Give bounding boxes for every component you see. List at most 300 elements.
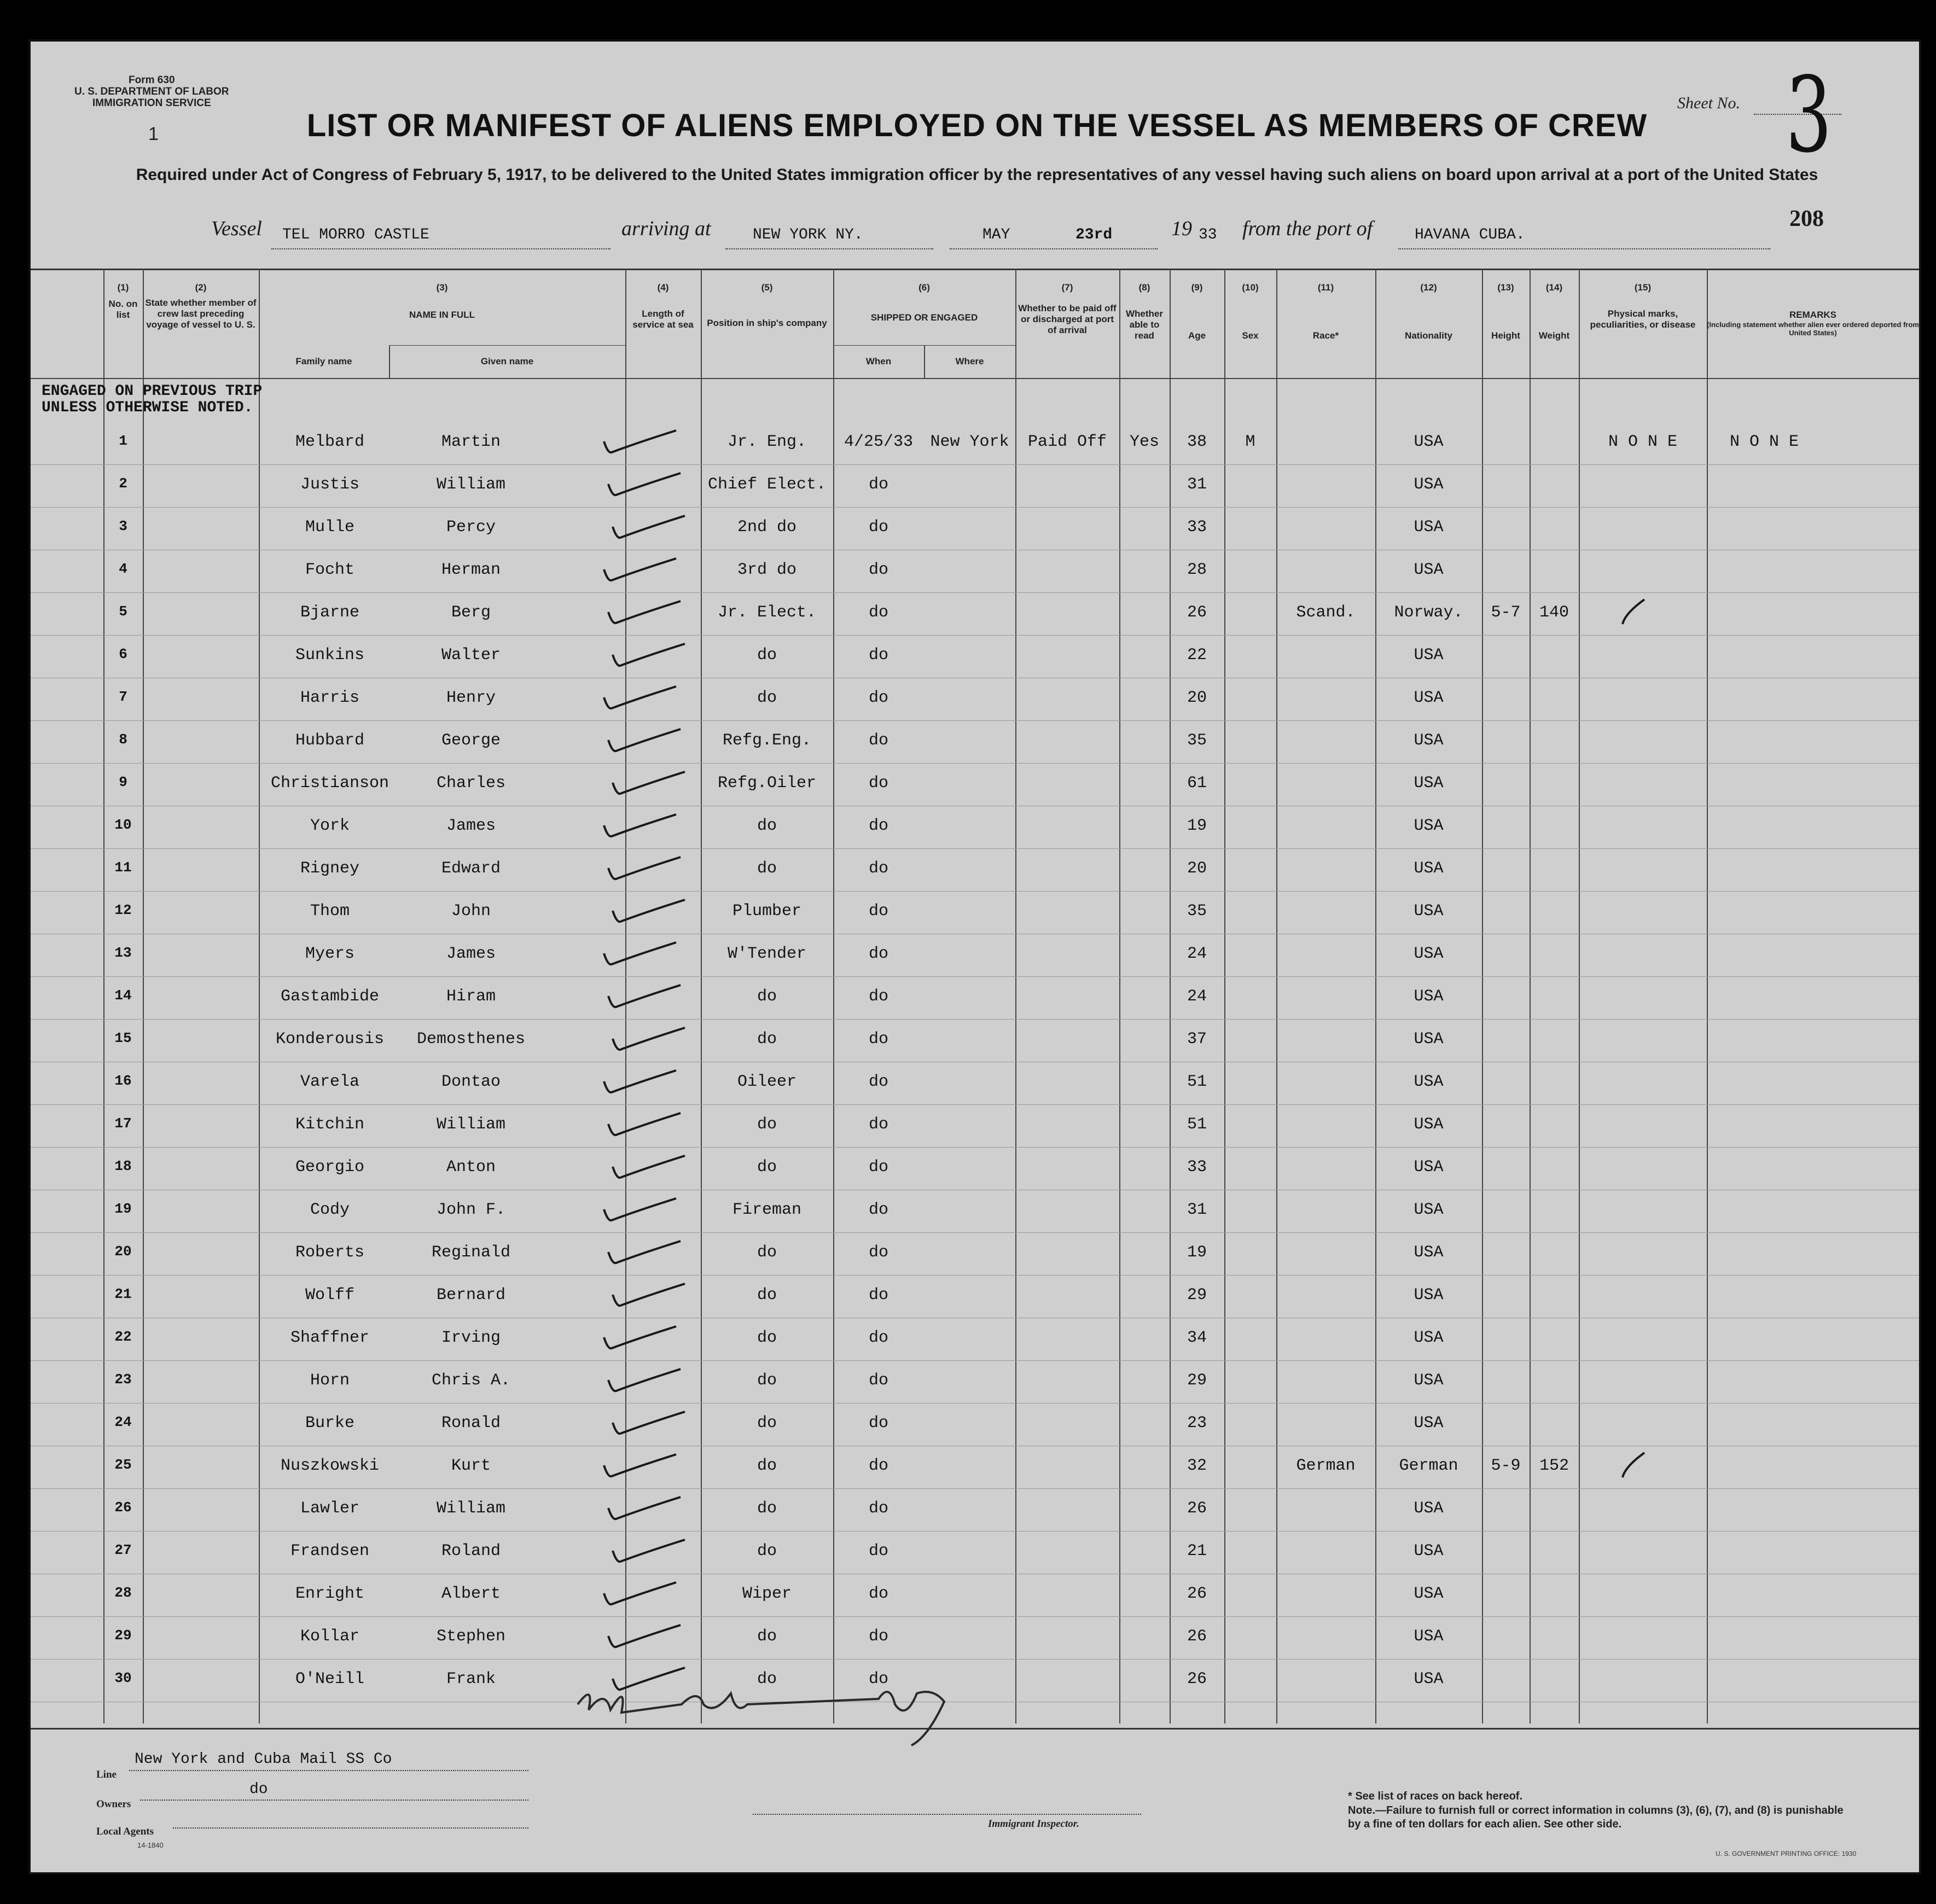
nationality: USA bbox=[1414, 1670, 1444, 1688]
weight: 152 bbox=[1539, 1457, 1569, 1475]
position: do bbox=[757, 1030, 777, 1049]
arriving-port: NEW YORK NY. bbox=[753, 226, 863, 243]
paid-off: Paid Off bbox=[1027, 433, 1107, 451]
family-name: Bjarne bbox=[300, 603, 360, 622]
col-nationality-header: Nationality bbox=[1405, 330, 1452, 341]
nationality: USA bbox=[1414, 1158, 1444, 1177]
service-name: IMMIGRATION SERVICE bbox=[92, 97, 211, 109]
arrival-month: MAY bbox=[982, 226, 1010, 243]
row-number: 5 bbox=[119, 603, 127, 620]
col-weight-number: (14) bbox=[1545, 282, 1563, 293]
row-number: 9 bbox=[119, 774, 127, 790]
table-row bbox=[31, 1659, 1919, 1702]
nationality: USA bbox=[1414, 731, 1444, 750]
position: do bbox=[757, 1371, 777, 1390]
sheet-label: Sheet No. bbox=[1677, 94, 1740, 112]
family-name: O'Neill bbox=[295, 1670, 365, 1688]
col-read-header: Whether able to read bbox=[1126, 308, 1163, 341]
table-row bbox=[31, 934, 1919, 977]
nationality: USA bbox=[1414, 433, 1444, 451]
position: W'Tender bbox=[727, 945, 807, 963]
vessel-label: Vessel bbox=[211, 217, 262, 240]
col-nationality-number: (12) bbox=[1420, 282, 1437, 293]
engaged-when: do bbox=[868, 689, 888, 707]
row-number: 24 bbox=[114, 1414, 132, 1430]
check-mark-icon bbox=[604, 981, 686, 1014]
table-row bbox=[31, 891, 1919, 934]
given-name: Reginald bbox=[431, 1243, 511, 1262]
check-mark-icon bbox=[608, 1279, 690, 1312]
given-name: Demosthenes bbox=[416, 1030, 526, 1049]
engaged-when: do bbox=[868, 731, 888, 750]
check-mark-icon bbox=[604, 725, 686, 758]
failure-note bbox=[1348, 1804, 1851, 1831]
table-row bbox=[31, 848, 1919, 892]
table-row bbox=[31, 678, 1919, 721]
position: Chief Elect. bbox=[707, 475, 827, 494]
engaged-when: do bbox=[868, 945, 888, 963]
check-mark-icon bbox=[604, 1237, 686, 1270]
col-family-header: Family name bbox=[295, 356, 352, 366]
family-name: Harris bbox=[300, 689, 360, 707]
row-number: 12 bbox=[114, 902, 132, 918]
family-name: Melbard bbox=[295, 433, 365, 451]
table-row bbox=[31, 1360, 1919, 1404]
age: 21 bbox=[1187, 1542, 1207, 1561]
table-row bbox=[31, 592, 1919, 636]
check-mark-icon bbox=[608, 1407, 690, 1440]
able-to-read: Yes bbox=[1129, 433, 1159, 451]
age: 35 bbox=[1187, 731, 1207, 750]
col-paid-number: (7) bbox=[1061, 282, 1073, 293]
department-name: U. S. DEPARTMENT OF LABOR bbox=[74, 86, 229, 97]
row-number: 22 bbox=[114, 1329, 132, 1345]
inspector-signature bbox=[572, 1672, 966, 1748]
nationality: USA bbox=[1414, 518, 1444, 537]
table-row bbox=[31, 1147, 1919, 1190]
printing-office: U. S. GOVERNMENT PRINTING OFFICE: 1930 bbox=[1716, 1850, 1857, 1858]
age: 31 bbox=[1187, 475, 1207, 494]
given-name: Herman bbox=[441, 561, 501, 579]
col-sex-header: Sex bbox=[1242, 330, 1259, 341]
check-mark-icon bbox=[604, 469, 686, 502]
position: do bbox=[757, 1414, 777, 1433]
engaged-when: do bbox=[868, 603, 888, 622]
nationality: USA bbox=[1414, 817, 1444, 835]
note-label: Note. bbox=[1348, 1804, 1375, 1816]
age: 26 bbox=[1187, 1670, 1207, 1688]
table-row bbox=[31, 550, 1919, 593]
given-name: Irving bbox=[441, 1329, 501, 1347]
table-row bbox=[31, 976, 1919, 1020]
remarks: N O N E bbox=[1729, 433, 1799, 451]
local-agents-label: Local Agents bbox=[96, 1826, 154, 1837]
family-name: Burke bbox=[305, 1414, 354, 1433]
engaged-when: do bbox=[868, 1414, 888, 1433]
row-number: 30 bbox=[114, 1670, 132, 1686]
check-mark-icon bbox=[604, 853, 686, 886]
age: 26 bbox=[1187, 1627, 1207, 1646]
family-name: Shaffner bbox=[290, 1329, 370, 1347]
position: 3rd do bbox=[737, 561, 797, 579]
given-name: Martin bbox=[441, 433, 501, 451]
age: 33 bbox=[1187, 1158, 1207, 1177]
age: 35 bbox=[1187, 902, 1207, 921]
age: 29 bbox=[1187, 1286, 1207, 1305]
given-name: Dontao bbox=[441, 1073, 501, 1091]
nationality: Norway. bbox=[1394, 603, 1463, 622]
position: 2nd do bbox=[737, 518, 797, 537]
family-name: Sunkins bbox=[295, 646, 365, 665]
position: do bbox=[757, 1542, 777, 1561]
check-mark-icon bbox=[600, 426, 682, 459]
family-name: Focht bbox=[305, 561, 354, 579]
position: do bbox=[757, 1627, 777, 1646]
from-port-label: from the port of bbox=[1242, 217, 1373, 240]
line-label: Line bbox=[96, 1769, 117, 1780]
form-number: Form 630 bbox=[129, 74, 175, 86]
position: do bbox=[757, 1329, 777, 1347]
position: Fireman bbox=[732, 1201, 802, 1219]
row-number: 18 bbox=[114, 1158, 132, 1174]
age: 61 bbox=[1187, 774, 1207, 793]
inspector-label: Immigrant Inspector. bbox=[988, 1818, 1079, 1830]
manifest-sheet bbox=[28, 39, 1921, 1874]
row-number: 11 bbox=[114, 859, 132, 876]
row-number: 15 bbox=[114, 1030, 132, 1046]
table-row bbox=[31, 1446, 1919, 1489]
table-row bbox=[31, 1403, 1919, 1446]
position: do bbox=[757, 1115, 777, 1134]
table-row bbox=[31, 464, 1919, 508]
age: 24 bbox=[1187, 987, 1207, 1006]
nationality: German bbox=[1399, 1457, 1458, 1475]
engaged-when: do bbox=[868, 1115, 888, 1134]
nationality: USA bbox=[1414, 987, 1444, 1006]
year-prefix: 19 bbox=[1171, 217, 1192, 240]
check-mark-icon bbox=[600, 1450, 682, 1483]
given-name: George bbox=[441, 731, 501, 750]
nationality: USA bbox=[1414, 1073, 1444, 1091]
check-mark-icon bbox=[600, 810, 682, 843]
given-name: William bbox=[436, 1115, 506, 1134]
family-name: Nuszkowski bbox=[280, 1457, 380, 1475]
family-name: York bbox=[310, 817, 350, 835]
check-mark-icon bbox=[600, 554, 682, 587]
row-number: 16 bbox=[114, 1073, 132, 1089]
family-name: Kitchin bbox=[295, 1115, 365, 1134]
race: Scand. bbox=[1296, 603, 1356, 622]
position: do bbox=[757, 817, 777, 835]
row-number: 23 bbox=[114, 1371, 132, 1388]
family-name: Horn bbox=[310, 1371, 350, 1390]
col-age-number: (9) bbox=[1191, 282, 1203, 293]
table-row bbox=[31, 1275, 1919, 1318]
row-number: 7 bbox=[119, 689, 127, 705]
position: Jr. Eng. bbox=[727, 433, 807, 451]
col-length-header: Length of service at sea bbox=[632, 308, 694, 330]
col-state-header: State whether member of crew last preceding voyage of vessel to U. S. bbox=[145, 298, 257, 330]
family-name: Christianson bbox=[270, 774, 389, 793]
check-mark-icon bbox=[608, 895, 690, 928]
col-read-number: (8) bbox=[1138, 282, 1150, 293]
row-number: 27 bbox=[114, 1542, 132, 1558]
engaged-when: do bbox=[868, 1158, 888, 1177]
position: do bbox=[757, 1243, 777, 1262]
tick-mark-icon bbox=[1617, 597, 1650, 630]
race: German bbox=[1296, 1457, 1356, 1475]
given-name: Anton bbox=[446, 1158, 496, 1177]
tick-mark-icon bbox=[1617, 1450, 1650, 1483]
col-remarks-subheader: (Including statement whether alien ever ordered deported from United States) bbox=[1707, 321, 1919, 337]
col-weight-header: Weight bbox=[1538, 330, 1570, 341]
table-row bbox=[31, 1488, 1919, 1532]
age: 33 bbox=[1187, 518, 1207, 537]
nationality: USA bbox=[1414, 859, 1444, 878]
sheet-number: 3 bbox=[1786, 55, 1832, 176]
col-given-header: Given name bbox=[480, 356, 534, 366]
family-name: Konderousis bbox=[275, 1030, 385, 1049]
corner-mark: 1 bbox=[148, 124, 159, 144]
engaged-when: do bbox=[868, 1201, 888, 1219]
family-name: Cody bbox=[310, 1201, 350, 1219]
check-mark-icon bbox=[600, 1066, 682, 1099]
engaged-when: do bbox=[868, 817, 888, 835]
col-race-header: Race* bbox=[1312, 330, 1339, 341]
nationality: USA bbox=[1414, 689, 1444, 707]
col-shipped-header: SHIPPED OR ENGAGED bbox=[870, 312, 978, 323]
form-identifier bbox=[74, 74, 229, 109]
row-number: 29 bbox=[114, 1627, 132, 1644]
table-row bbox=[31, 422, 1919, 465]
age: 51 bbox=[1187, 1073, 1207, 1091]
position: do bbox=[757, 859, 777, 878]
position: do bbox=[757, 689, 777, 707]
family-name: Georgio bbox=[295, 1158, 365, 1177]
position: Refg.Eng. bbox=[722, 731, 812, 750]
engaged-note bbox=[42, 383, 262, 416]
row-number: 1 bbox=[119, 433, 127, 449]
position: Jr. Elect. bbox=[717, 603, 817, 622]
row-number: 25 bbox=[114, 1457, 132, 1473]
row-number: 26 bbox=[114, 1499, 132, 1516]
age: 34 bbox=[1187, 1329, 1207, 1347]
position: do bbox=[757, 987, 777, 1006]
age: 26 bbox=[1187, 1499, 1207, 1518]
check-mark-icon bbox=[604, 1109, 686, 1142]
table-row bbox=[31, 1190, 1919, 1233]
family-name: Gastambide bbox=[280, 987, 380, 1006]
col-marks-header: Physical marks, peculiarities, or disease bbox=[1590, 308, 1696, 330]
col-age-header: Age bbox=[1188, 330, 1206, 341]
row-number: 3 bbox=[119, 518, 127, 534]
age: 19 bbox=[1187, 817, 1207, 835]
age: 24 bbox=[1187, 945, 1207, 963]
col-position-number: (5) bbox=[761, 282, 773, 293]
col-height-header: Height bbox=[1491, 330, 1520, 341]
given-name: Hiram bbox=[446, 987, 496, 1006]
given-name: Roland bbox=[441, 1542, 501, 1561]
check-mark-icon bbox=[600, 1322, 682, 1355]
given-name: Henry bbox=[446, 689, 496, 707]
row-number: 19 bbox=[114, 1201, 132, 1217]
table-row bbox=[31, 1574, 1919, 1617]
table-row bbox=[31, 1062, 1919, 1105]
engaged-when: do bbox=[868, 1073, 888, 1091]
engaged-when: do bbox=[868, 902, 888, 921]
engaged-when: do bbox=[868, 1286, 888, 1305]
age: 38 bbox=[1187, 433, 1207, 451]
family-name: Myers bbox=[305, 945, 354, 963]
family-name: Rigney bbox=[300, 859, 360, 878]
owners-label: Owners bbox=[96, 1798, 131, 1810]
given-name: Kurt bbox=[451, 1457, 491, 1475]
given-name: James bbox=[446, 817, 496, 835]
age: 28 bbox=[1187, 561, 1207, 579]
given-name: James bbox=[446, 945, 496, 963]
position: do bbox=[757, 1457, 777, 1475]
nationality: USA bbox=[1414, 1329, 1444, 1347]
age: 20 bbox=[1187, 689, 1207, 707]
races-note: * See list of races on back hereof. bbox=[1348, 1790, 1523, 1802]
engaged-when: do bbox=[868, 987, 888, 1006]
position: do bbox=[757, 1670, 777, 1688]
check-mark-icon bbox=[608, 1151, 690, 1184]
check-mark-icon bbox=[600, 682, 682, 715]
col-when-header: When bbox=[865, 356, 892, 366]
position: Refg.Oiler bbox=[717, 774, 817, 793]
col-position-header: Position in ship's company bbox=[707, 318, 827, 328]
check-mark-icon bbox=[608, 511, 690, 544]
family-name: Kollar bbox=[300, 1627, 360, 1646]
row-number: 13 bbox=[114, 945, 132, 961]
family-name: Varela bbox=[300, 1073, 360, 1091]
col-no-number: (1) bbox=[117, 282, 129, 293]
col-state-number: (2) bbox=[195, 282, 207, 293]
table-row bbox=[31, 1318, 1919, 1361]
nationality: USA bbox=[1414, 1115, 1444, 1134]
row-number: 4 bbox=[119, 561, 127, 577]
row-number: 14 bbox=[114, 987, 132, 1004]
given-name: Chris A. bbox=[431, 1371, 511, 1390]
col-name-number: (3) bbox=[436, 282, 448, 293]
age: 23 bbox=[1187, 1414, 1207, 1433]
row-number: 17 bbox=[114, 1115, 132, 1132]
table-row bbox=[31, 1531, 1919, 1574]
col-length-number: (4) bbox=[657, 282, 669, 293]
row-number: 21 bbox=[114, 1286, 132, 1302]
engaged-when: do bbox=[868, 1371, 888, 1390]
nationality: USA bbox=[1414, 1414, 1444, 1433]
age: 26 bbox=[1187, 603, 1207, 622]
engaged-when: do bbox=[868, 561, 888, 579]
col-sex-number: (10) bbox=[1242, 282, 1259, 293]
given-name: Albert bbox=[441, 1585, 501, 1603]
check-mark-icon bbox=[604, 1365, 686, 1398]
row-number: 6 bbox=[119, 646, 127, 662]
family-name: Thom bbox=[310, 902, 350, 921]
page-number: 208 bbox=[1789, 206, 1824, 231]
engaged-when: do bbox=[868, 1585, 888, 1603]
check-mark-icon bbox=[608, 639, 690, 672]
given-name: Walter bbox=[441, 646, 501, 665]
age: 37 bbox=[1187, 1030, 1207, 1049]
given-name: William bbox=[436, 475, 506, 494]
position: Oileer bbox=[737, 1073, 797, 1091]
engaged-when: do bbox=[868, 475, 888, 494]
check-mark-icon bbox=[604, 1493, 686, 1525]
year-suffix: 33 bbox=[1199, 226, 1217, 243]
check-mark-icon bbox=[600, 1194, 682, 1227]
check-mark-icon bbox=[604, 597, 686, 630]
age: 22 bbox=[1187, 646, 1207, 665]
col-remarks-header: REMARKS bbox=[1789, 310, 1836, 320]
nationality: USA bbox=[1414, 1542, 1444, 1561]
age: 32 bbox=[1187, 1457, 1207, 1475]
engaged-when: do bbox=[868, 1499, 888, 1518]
family-name: Wolff bbox=[305, 1286, 354, 1305]
row-number: 8 bbox=[119, 731, 127, 748]
page-title: LIST OR MANIFEST OF ALIENS EMPLOYED ON THE VESSEL AS MEMBERS OF CREW bbox=[306, 108, 1648, 143]
table-row bbox=[31, 635, 1919, 678]
given-name: Edward bbox=[441, 859, 501, 878]
position: do bbox=[757, 1286, 777, 1305]
table-row bbox=[31, 1616, 1919, 1660]
engaged-note-line-2: UNLESS OTHERWISE NOTED. bbox=[42, 399, 253, 416]
table-row bbox=[31, 1104, 1919, 1148]
age: 19 bbox=[1187, 1243, 1207, 1262]
col-height-number: (13) bbox=[1497, 282, 1514, 293]
given-name: Ronald bbox=[441, 1414, 501, 1433]
height: 5-9 bbox=[1491, 1457, 1521, 1475]
age: 20 bbox=[1187, 859, 1207, 878]
nationality: USA bbox=[1414, 1499, 1444, 1518]
row-number: 20 bbox=[114, 1243, 132, 1260]
arriving-label: arriving at bbox=[621, 217, 711, 240]
nationality: USA bbox=[1414, 1030, 1444, 1049]
position: Plumber bbox=[732, 902, 802, 921]
table-row bbox=[31, 720, 1919, 764]
given-name: Stephen bbox=[436, 1627, 506, 1646]
col-name-header: NAME IN FULL bbox=[409, 310, 475, 320]
engaged-where: New York bbox=[930, 433, 1009, 451]
col-marks-number: (15) bbox=[1634, 282, 1652, 293]
given-name: Charles bbox=[436, 774, 506, 793]
col-no-header: No. on list bbox=[108, 299, 138, 320]
arrival-day: 23rd bbox=[1075, 226, 1113, 243]
engaged-when: do bbox=[868, 1329, 888, 1347]
given-name: John F. bbox=[436, 1201, 506, 1219]
age: 51 bbox=[1187, 1115, 1207, 1134]
line-value: New York and Cuba Mail SS Co bbox=[135, 1751, 392, 1768]
note-text: —Failure to furnish full or correct information in columns (3), (6), (7), and (8) is punishable by a fine of ten dollars for each alien. See other side. bbox=[1348, 1804, 1844, 1830]
given-name: Percy bbox=[446, 518, 496, 537]
check-mark-icon bbox=[604, 1621, 686, 1653]
engaged-note-line-1: ENGAGED ON PREVIOUS TRIP bbox=[42, 383, 263, 400]
check-mark-icon bbox=[608, 1535, 690, 1568]
nationality: USA bbox=[1414, 945, 1444, 963]
nationality: USA bbox=[1414, 1371, 1444, 1390]
engaged-when: do bbox=[868, 518, 888, 537]
given-name: Berg bbox=[451, 603, 491, 622]
nationality: USA bbox=[1414, 475, 1444, 494]
owners-value: do bbox=[249, 1781, 268, 1798]
physical-marks: N O N E bbox=[1608, 433, 1678, 451]
family-name: Roberts bbox=[295, 1243, 365, 1262]
nationality: USA bbox=[1414, 774, 1444, 793]
position: Wiper bbox=[742, 1585, 792, 1603]
nationality: USA bbox=[1414, 902, 1444, 921]
